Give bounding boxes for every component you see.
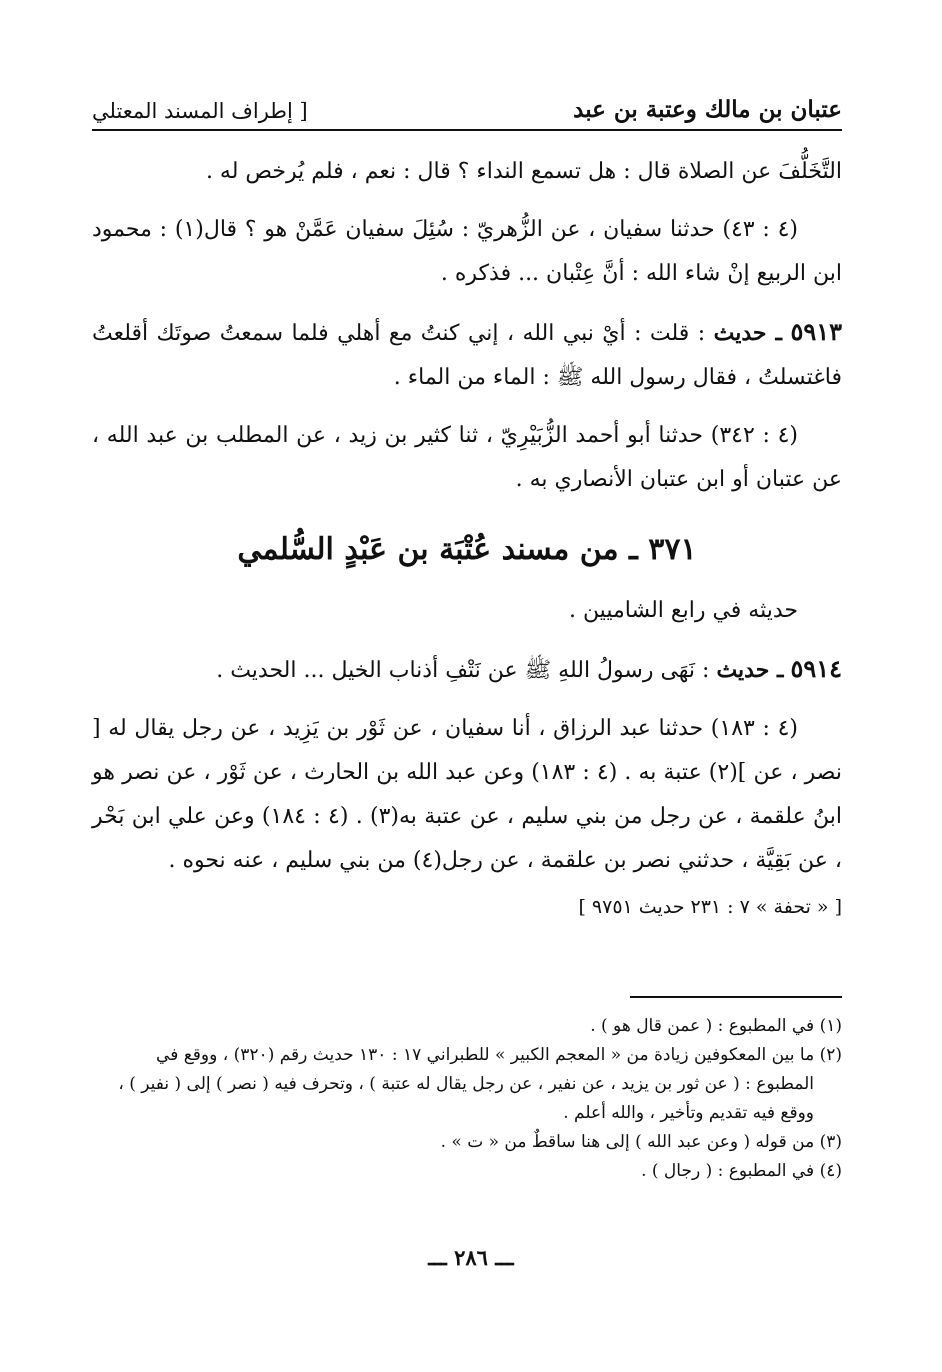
footnote-2-continued: ووقع فيه تقديم وتأخير ، والله أعلم . (563, 1103, 814, 1123)
hadith-text: : قلت : أيْ نبي الله ، إني كنتُ مع أهلي فلما سمعتُ صوتَك أقلعتُ فاغتسلتُ ، فقال رسول الله ﷺ : الماء من الماء . (92, 321, 842, 390)
tuhfa-reference: [ « تحفة » ٧ : ٢٣١ حديث ٩٧٥١ ] (578, 896, 842, 918)
paragraph-isnad-43: (٤ : ٤٣) حدثنا سفيان ، عن الزُّهريّ : سُئِلَ سفيان عَمَّنْ هو ؟ قال(١) : محمود ابن الربيع إنْ شاء الله : أنَّ عِتْبان ... فذكره . (92, 217, 842, 286)
hadith-keyword: حديث (713, 320, 767, 346)
paragraph-source-note: حديثه في رابع الشاميين . (568, 598, 798, 623)
hadith-number: ٥٩١٣ (790, 317, 843, 346)
running-header (92, 96, 842, 131)
page-number: ـــ ٢٨٦ ـــ (428, 1245, 514, 1270)
footnote-4: (٤) في المطبوع : ( رجال ) . (641, 1161, 842, 1181)
header-chapter-title: عتبان بن مالك وعتبة بن عبد (573, 96, 842, 123)
hadith-number: ٥٩١٤ (790, 654, 842, 683)
paragraph-isnad-183: (٤ : ١٨٣) حدثنا عبد الرزاق ، أنا سفيان ، عن ثَوْر بن يَزِيد ، عن رجل يقال له [ نصر ، عن ](٢) عتبة به . (٤ : ١٨٣) وعن عبد الله بن الحارث ، عن ثَوْر ، عن نصر هو ابنُ علقمة ، عن رجل من بني سليم ، عن عتبة به(٣) . (٤ : ١٨٤) وعن علي ابن بَحْر ، عن بَقِيَّة ، حدثني نصر بن علقمة ، عن رجل(٤) من بني سليم ، عنه نحوه . (92, 716, 843, 873)
hadith-5914: ٥٩١٤ ـ حديث : نَهَى رسولُ اللهِ ﷺ عن نَتْفِ أذناب الخيل ... الحديث . (216, 654, 842, 683)
footnote-1: (١) في المطبوع : ( عمن قال هو ) . (590, 1016, 842, 1036)
paragraph-isnad-342: (٤ : ٣٤٢) حدثنا أبو أحمد الزُّبَيْرِيّ ، ثنا كثير بن زيد ، عن المطلب بن عبد الله ، عن عتبان أو ابن عتبان الأنصاري به . (92, 423, 842, 492)
footnotes (92, 1012, 842, 1186)
footnote-divider (630, 996, 842, 998)
hadith-text: : نَهَى رسولُ اللهِ ﷺ عن نَتْفِ أذناب الخيل ... الحديث . (216, 658, 710, 683)
main-text (92, 150, 842, 927)
hadith-5913: ٥٩١٣ ـ حديث : قلت : أيْ نبي الله ، إني كنتُ مع أهلي فلما سمعتُ صوتَك أقلعتُ فاغتسلتُ ، فقال رسول الله ﷺ : الماء من الماء . (92, 317, 843, 390)
footnote-2-continued: المطبوع : ( عن ثور بن يزيد ، عن نفير ، عن رجل يقال له عتبة ) ، وتحرف فيه ( نصر ) إلى ( نفير ) ، (118, 1074, 814, 1094)
footnote-3: (٣) من قوله ( وعن عبد الله ) إلى هنا ساقطٌ من « ت » . (440, 1132, 842, 1152)
section-heading: ٣٧١ ـ من مسند عُتْبَة بن عَبْدٍ السُّلمي (237, 532, 697, 567)
paragraph-continuation: التَّخَلُّفَ عن الصلاة قال : هل تسمع النداء ؟ قال : نعم ، فلم يُرخص له . (205, 159, 842, 184)
hadith-keyword: حديث (716, 657, 770, 683)
footnote-2: (٢) ما بين المعكوفين زيادة من « المعجم الكبير » للطبراني ١٧ : ١٣٠ حديث رقم (٣٢٠) ، ووقع في (156, 1045, 842, 1065)
header-book-title: [ إطراف المسند المعتلي (92, 99, 308, 123)
